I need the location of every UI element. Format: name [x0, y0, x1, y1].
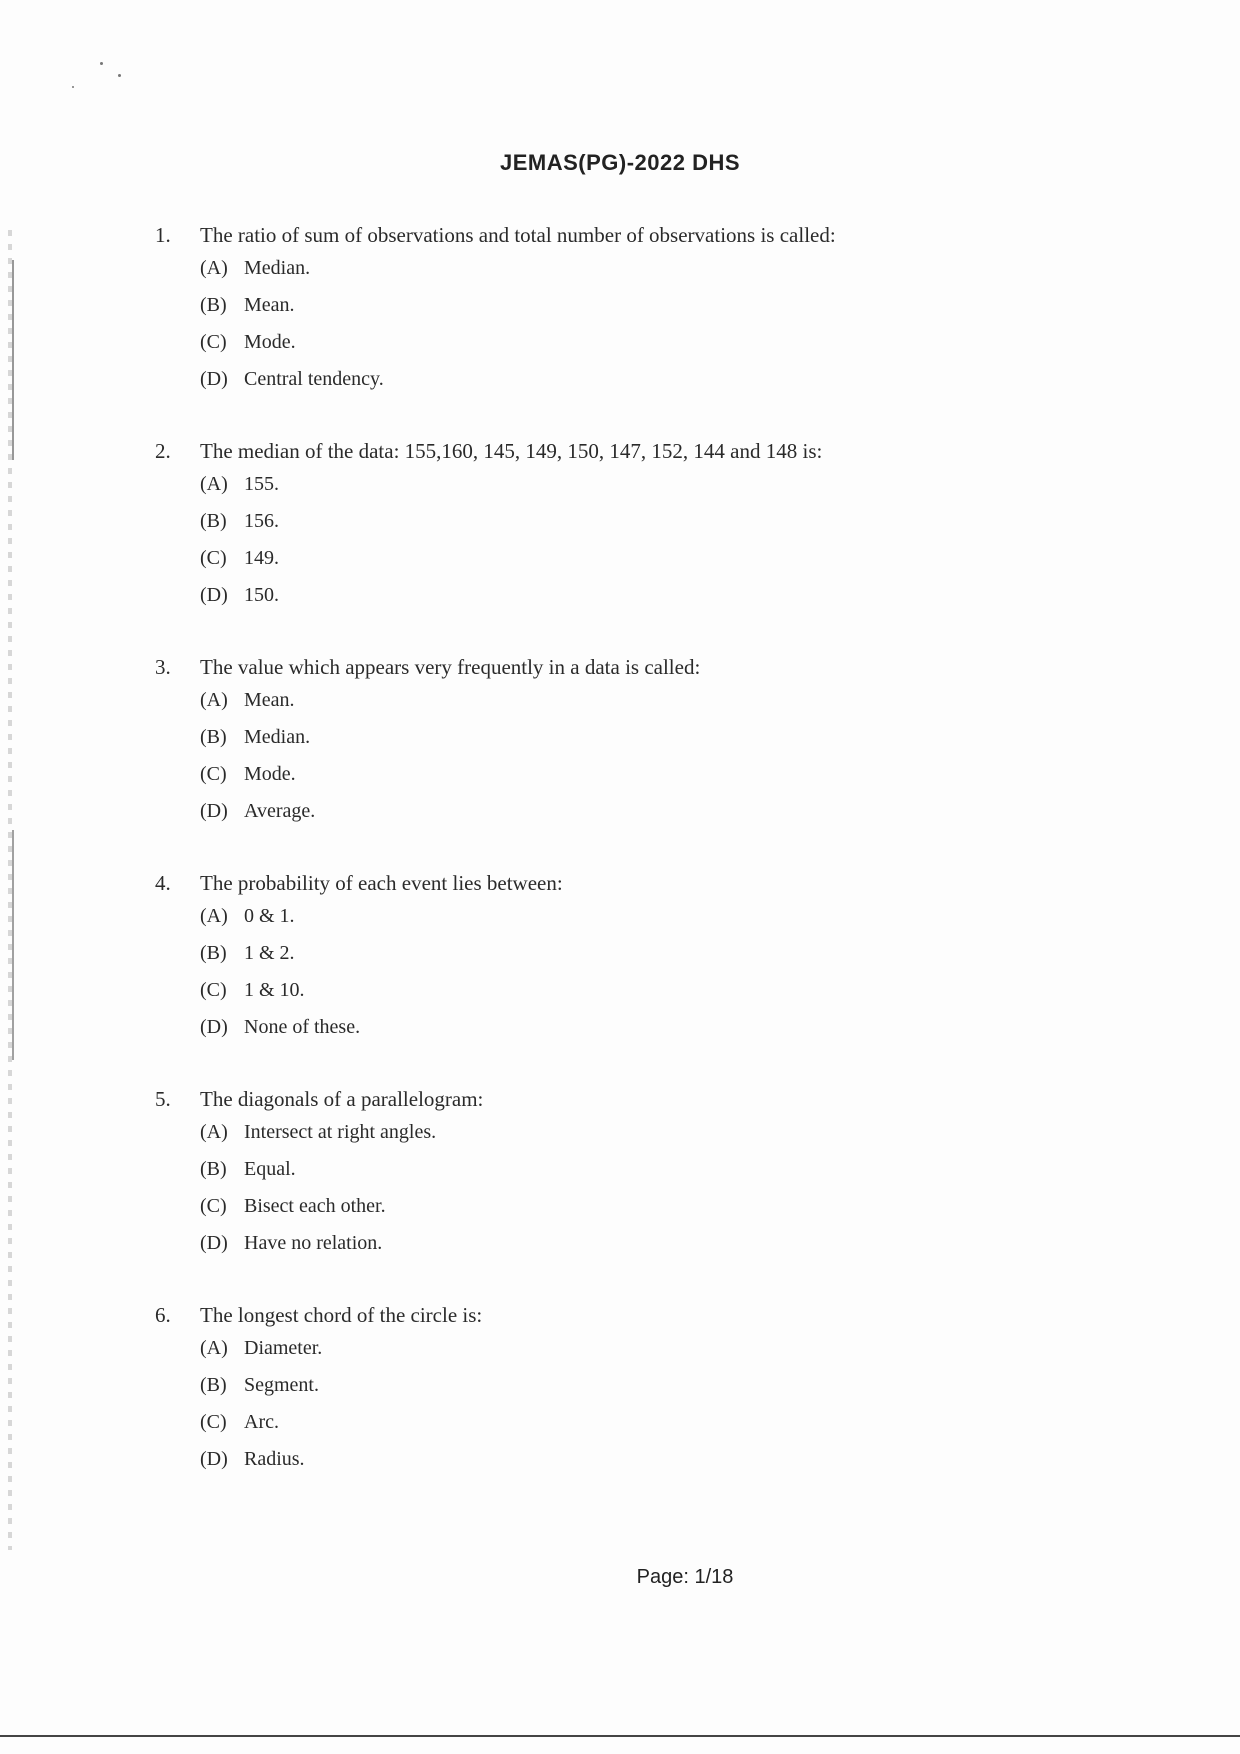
option-d — [200, 793, 1155, 830]
option-c — [200, 540, 1155, 577]
option-label: (B) — [200, 726, 227, 748]
question-number: 1. — [155, 223, 171, 247]
scan-speck — [100, 62, 103, 65]
question-number: 3. — [155, 655, 171, 679]
option-text: Mode. — [244, 763, 296, 785]
option-c — [200, 972, 1155, 1009]
option-c — [200, 1188, 1155, 1225]
option-d — [200, 1441, 1155, 1478]
option-label: (A) — [200, 905, 228, 927]
option-b — [200, 1367, 1155, 1404]
option-text: Diameter. — [244, 1337, 323, 1359]
option-text: Segment. — [244, 1374, 319, 1396]
option-label: (C) — [200, 763, 227, 785]
option-c — [200, 756, 1155, 793]
option-text: None of these. — [244, 1016, 361, 1038]
question-3 — [155, 652, 1155, 830]
question-text: The longest chord of the circle is: — [200, 1303, 483, 1327]
question-number: 6. — [155, 1303, 171, 1327]
option-label: (B) — [200, 294, 227, 316]
option-d — [200, 361, 1155, 398]
option-text: 1 & 10. — [244, 979, 305, 1001]
option-text: 1 & 2. — [244, 942, 295, 964]
option-a — [200, 682, 1155, 719]
option-text: Radius. — [244, 1448, 305, 1470]
option-text: Mean. — [244, 294, 295, 316]
question-text: The value which appears very frequently in a data is called: — [200, 655, 701, 679]
option-label: (C) — [200, 1411, 227, 1433]
page-number: Page: 1/18 — [636, 1566, 734, 1588]
scan-speck — [118, 74, 121, 77]
option-text: Bisect each other. — [244, 1195, 386, 1217]
option-a — [200, 466, 1155, 503]
scan-edge-artifact — [12, 830, 14, 1060]
option-text: Mode. — [244, 331, 296, 353]
question-text: The probability of each event lies between: — [200, 871, 563, 895]
option-b — [200, 935, 1155, 972]
option-a — [200, 1114, 1155, 1151]
question-6 — [155, 1300, 1155, 1478]
option-d — [200, 1009, 1155, 1046]
question-1 — [155, 220, 1155, 398]
question-number: 2. — [155, 439, 171, 463]
option-label: (A) — [200, 257, 228, 279]
option-label: (D) — [200, 1448, 228, 1470]
question-list — [155, 220, 1155, 1516]
question-4 — [155, 868, 1155, 1046]
option-label: (D) — [200, 1016, 228, 1038]
option-text: Average. — [244, 800, 316, 822]
option-b — [200, 719, 1155, 756]
option-label: (B) — [200, 1374, 227, 1396]
question-2 — [155, 436, 1155, 614]
option-a — [200, 250, 1155, 287]
option-text: 149. — [244, 547, 279, 569]
option-b — [200, 1151, 1155, 1188]
option-label: (A) — [200, 689, 228, 711]
option-text: Have no relation. — [244, 1232, 383, 1254]
option-label: (D) — [200, 368, 228, 390]
question-number: 4. — [155, 871, 171, 895]
option-label: (D) — [200, 584, 228, 606]
option-d — [200, 1225, 1155, 1262]
question-number: 5. — [155, 1087, 171, 1111]
question-5 — [155, 1084, 1155, 1262]
option-label: (A) — [200, 1337, 228, 1359]
option-d — [200, 577, 1155, 614]
question-text: The ratio of sum of observations and total number of observations is called: — [200, 223, 836, 247]
option-text: Arc. — [244, 1411, 279, 1433]
option-label: (C) — [200, 547, 227, 569]
option-text: Intersect at right angles. — [244, 1121, 437, 1143]
option-label: (D) — [200, 800, 228, 822]
question-text: The median of the data: 155,160, 145, 149, 150, 147, 152, 144 and 148 is: — [200, 439, 823, 463]
option-a — [200, 1330, 1155, 1367]
option-label: (D) — [200, 1232, 228, 1254]
option-text: 156. — [244, 510, 279, 532]
option-label: (C) — [200, 1195, 227, 1217]
option-label: (B) — [200, 942, 227, 964]
option-text: 150. — [244, 584, 279, 606]
option-text: Central tendency. — [244, 368, 384, 390]
scan-edge-artifact — [12, 260, 14, 460]
option-label: (A) — [200, 473, 228, 495]
option-text: 155. — [244, 473, 279, 495]
scan-speck — [72, 86, 74, 88]
option-label: (A) — [200, 1121, 228, 1143]
option-label: (C) — [200, 331, 227, 353]
option-c — [200, 324, 1155, 361]
bottom-divider — [0, 1735, 1240, 1737]
question-text: The diagonals of a parallelogram: — [200, 1087, 484, 1111]
option-label: (B) — [200, 1158, 227, 1180]
option-text: Equal. — [244, 1158, 296, 1180]
page-title: JEMAS(PG)-2022 DHS — [499, 150, 741, 175]
option-b — [200, 503, 1155, 540]
option-text: Median. — [244, 257, 311, 279]
option-c — [200, 1404, 1155, 1441]
option-a — [200, 898, 1155, 935]
option-label: (B) — [200, 510, 227, 532]
option-text: Mean. — [244, 689, 295, 711]
option-text: 0 & 1. — [244, 905, 295, 927]
option-text: Median. — [244, 726, 311, 748]
option-label: (C) — [200, 979, 227, 1001]
option-b — [200, 287, 1155, 324]
